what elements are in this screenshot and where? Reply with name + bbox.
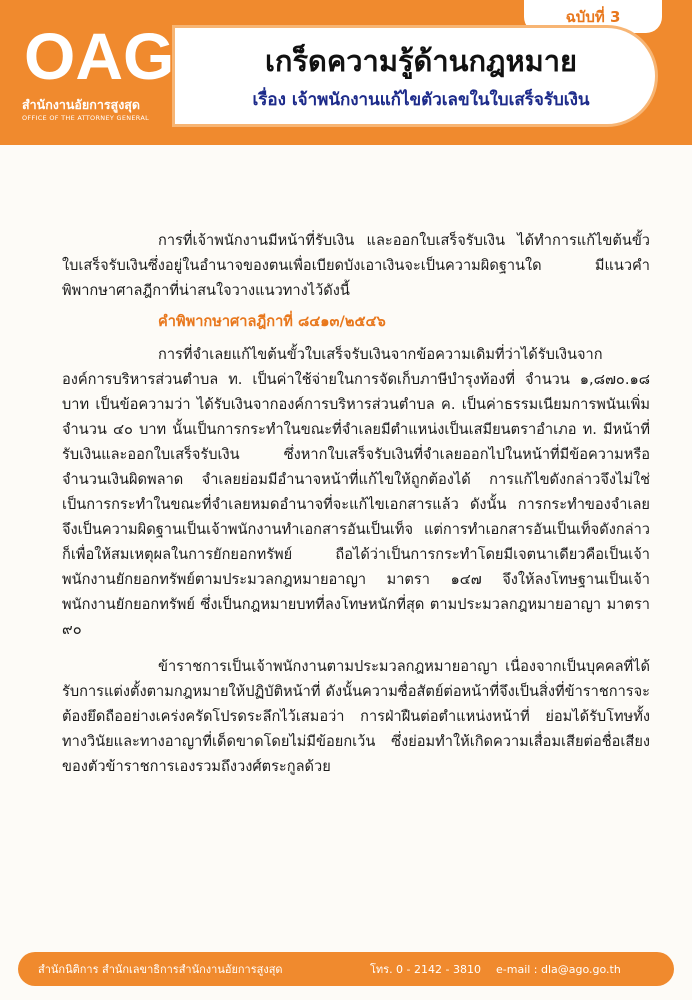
intro-paragraph: การที่เจ้าพนักงานมีหน้าที่รับเงิน และออกใบเสร็จรับเงิน ได้ทำการแก้ไขต้นขั้วใบเสร็จรับเงินซึ่งอยู่ในอำนาจของตนเพื่อเบียดบังเอาเงินจะเป็นความผิดฐานใด มีแนวคำพิพากษาศาลฎีกาที่น่าสนใจวางแนวทางไว้ดังนี้	[62, 232, 650, 299]
footer-office: สำนักนิติการ สำนักเลขาธิการสำนักงานอัยการสูงสุด	[38, 963, 283, 976]
article-body	[62, 228, 650, 779]
oag-logo: OAG	[24, 19, 175, 93]
logo-english-text: OFFICE OF THE ATTORNEY GENERAL	[22, 114, 150, 122]
page-title: เกร็ดความรู้ด้านกฎหมาย	[264, 44, 578, 78]
footer-email[interactable]: e-mail : dla@ago.go.th	[496, 962, 621, 976]
closing-paragraph: ข้าราชการเป็นเจ้าพนักงานตามประมวลกฎหมายอาญา เนื่องจากเป็นบุคคลที่ได้รับการแต่งตั้งตามกฎหมายให้ปฏิบัติหน้าที่ ดังนั้นความซื่อสัตย์ต่อหน้าที่จึงเป็นสิ่งที่ข้าราชการจะต้องยึดถืออย่างเคร่งครัดโปรดระลึกไว้เสมอว่า การฝ่าฝืนต่อตำแหน่งหน้าที่ ย่อมได้รับโทษทั้งทางวินัยและทางอาญาที่เด็ดขาดโดยไม่มีข้อยกเว้น ซึ่งย่อมทำให้เกิดความเสื่อมเสียต่อชื่อเสียงของตัวข้าราชการเองรวมถึงวงศ์ตระกูลด้วย	[62, 658, 650, 775]
footer-band	[18, 952, 674, 986]
page-subtitle: เรื่อง เจ้าพนักงานแก้ไขตัวเลขในใบเสร็จรับเงิน	[252, 90, 590, 110]
footer-phone: โทร. 0 - 2142 - 3810	[370, 963, 481, 976]
case-paragraph: การที่จำเลยแก้ไขต้นขั้วใบเสร็จรับเงินจากข้อความเดิมที่ว่าได้รับเงินจากองค์การบริหารส่วนตำบล ท. เป็นค่าใช้จ่ายในการจัดเก็บภาษีบำรุงท้องที่ จำนวน ๑,๘๗๐.๑๘ บาท เป็นข้อความว่า ได้รับเงินจากองค์การบริหารส่วนตำบล ค. เป็นค่าธรรมเนียมการพนันเพิ่มจำนวน ๔๐ บาท นั้นเป็นการกระทำในขณะที่จำเลยมีตำแหน่งเป็นเสมียนตราอำเภอ ท. มีหน้าที่รับเงินและออกใบเสร็จรับเงิน ซึ่งหากใบเสร็จรับเงินที่จำเลยออกไปในหน้าที่มีข้อความหรือจำนวนเงินผิดพลาด จำเลยย่อมมีอำนาจหน้าที่แก้ไขให้ถูกต้องได้ การแก้ไขดังกล่าวจึงไม่ใช่เป็นการกระทำในขณะที่จำเลยหมดอำนาจที่จะแก้ไขเอกสารแล้ว ดังนั้น การกระทำของจำเลยจึงเป็นความผิดฐานเป็นเจ้าพนักงานทำเอกสารอันเป็นเท็จ แต่การทำเอกสารอันเป็นเท็จดังกล่าว ก็เพื่อให้สมเหตุผลในการยักยอกทรัพย์ ถือได้ว่าเป็นการกระทำโดยมีเจตนาเดียวคือเป็นเจ้าพนักงานยักยอกทรัพย์ตามประมวลกฎหมายอาญา มาตรา ๑๔๗ จึงให้ลงโทษฐานเป็นเจ้าพนักงานยักยอกทรัพย์ ซึ่งเป็นกฎหมายบทที่ลงโทษหนักที่สุด ตามประมวลกฎหมายอาญา มาตรา ๙๐	[62, 346, 650, 638]
issue-number: ฉบับที่ 3	[565, 7, 621, 26]
case-heading: คำพิพากษาศาลฎีกาที่ ๘๔๑๓/๒๕๔๖	[158, 313, 386, 330]
logo-thai-text: สำนักงานอัยการสูงสุด	[22, 97, 141, 112]
